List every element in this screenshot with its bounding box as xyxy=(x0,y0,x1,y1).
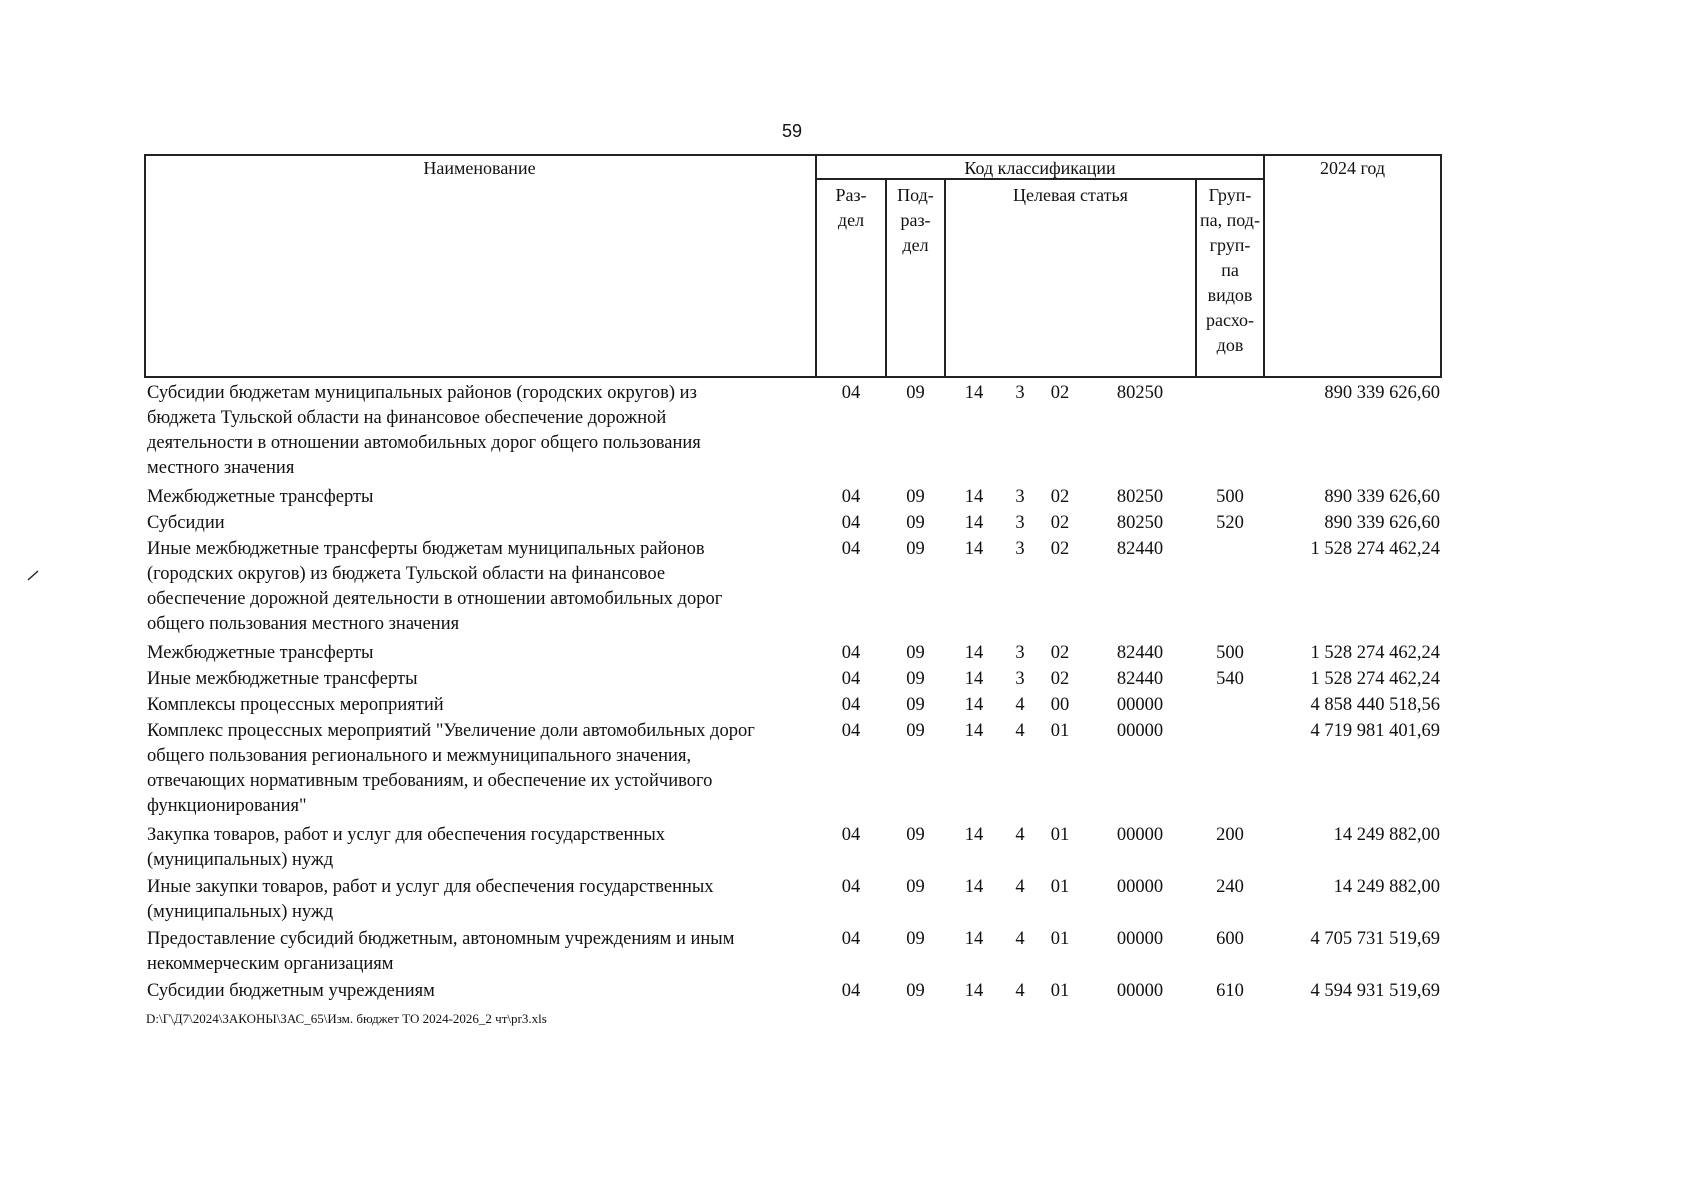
cell-target-direction: 00000 xyxy=(1116,981,1164,1001)
cell-target-program: 14 xyxy=(964,877,984,897)
cell-name-line: (муниципальных) нужд xyxy=(147,902,334,922)
cell-target-program: 14 xyxy=(964,643,984,663)
cell-target-direction: 82440 xyxy=(1116,643,1164,663)
cell-name xyxy=(144,381,811,481)
cell-name xyxy=(144,719,811,819)
cell-podrazdel: 09 xyxy=(906,383,925,403)
cell-amount: 1 528 274 462,24 xyxy=(1310,643,1440,663)
cell-target-type: 4 xyxy=(1015,695,1025,715)
cell-target-structure: 01 xyxy=(1050,825,1070,845)
cell-target-structure: 01 xyxy=(1050,721,1070,741)
cell-podrazdel: 09 xyxy=(906,643,925,663)
cell-razdel: 04 xyxy=(841,643,861,663)
cell-target-structure: 02 xyxy=(1050,383,1070,403)
cell-amount: 1 528 274 462,24 xyxy=(1310,539,1440,559)
cell-target-program: 14 xyxy=(964,513,984,533)
col-vid-header: Груп- па, под- груп- па видов расхо- дов xyxy=(1200,185,1260,355)
cell-target-structure: 02 xyxy=(1050,513,1070,533)
cell-name-line: обеспечение дорожной деятельности в отношении автомобильных дорог xyxy=(147,589,723,609)
cell-name-line: функционирования" xyxy=(147,796,307,816)
cell-vid: 500 xyxy=(1216,487,1244,507)
cell-vid: 610 xyxy=(1216,981,1244,1001)
cell-name-line: некоммерческим организациям xyxy=(147,954,394,974)
cell-name xyxy=(144,693,811,718)
code-group-header: Код классификации xyxy=(964,158,1116,178)
page-number: 59 xyxy=(782,121,803,141)
table-body xyxy=(144,381,1442,1006)
cell-target-direction: 00000 xyxy=(1116,695,1164,715)
cell-podrazdel: 09 xyxy=(906,877,925,897)
cell-target-structure: 02 xyxy=(1050,487,1070,507)
cell-podrazdel: 09 xyxy=(906,929,925,949)
cell-name-line: Предоставление субсидий бюджетным, автономным учреждениям и иным xyxy=(147,929,735,949)
cell-target-structure: 02 xyxy=(1050,539,1070,559)
cell-razdel: 04 xyxy=(841,695,861,715)
cell-razdel: 04 xyxy=(841,929,861,949)
cell-amount: 4 858 440 518,56 xyxy=(1310,695,1440,715)
table-row xyxy=(144,875,1442,925)
cell-podrazdel: 09 xyxy=(906,981,925,1001)
cell-target-program: 14 xyxy=(964,487,984,507)
cell-razdel: 04 xyxy=(841,825,861,845)
table-row xyxy=(144,667,1442,692)
cell-razdel: 04 xyxy=(841,669,861,689)
cell-vid: 520 xyxy=(1216,513,1244,533)
cell-podrazdel: 09 xyxy=(906,513,925,533)
cell-razdel: 04 xyxy=(841,721,861,741)
cell-name xyxy=(144,667,811,692)
cell-podrazdel: 09 xyxy=(906,669,925,689)
cell-name xyxy=(144,823,811,873)
cell-name xyxy=(144,537,811,637)
table-row xyxy=(144,537,1442,637)
cell-name-line: (муниципальных) нужд xyxy=(147,850,334,870)
cell-name-line: Иные межбюджетные трансферты бюджетам муниципальных районов xyxy=(147,539,705,559)
cell-target-program: 14 xyxy=(964,669,984,689)
cell-name-line: бюджета Тульской области на финансовое обеспечение дорожной xyxy=(147,408,667,428)
cell-target-program: 14 xyxy=(964,721,984,741)
cell-amount: 890 339 626,60 xyxy=(1324,487,1440,507)
cell-name-line: (городских округов) из бюджета Тульской области на финансовое xyxy=(147,564,666,584)
cell-vid: 500 xyxy=(1216,643,1244,663)
cell-amount: 4 705 731 519,69 xyxy=(1310,929,1440,949)
cell-target-direction: 00000 xyxy=(1116,721,1164,741)
table-row xyxy=(144,693,1442,718)
cell-razdel: 04 xyxy=(841,981,861,1001)
cell-target-direction: 00000 xyxy=(1116,929,1164,949)
col-year-header: 2024 год xyxy=(1319,158,1386,178)
table-row xyxy=(144,823,1442,873)
cell-name-line: деятельности в отношении автомобильных дорог общего пользования xyxy=(147,433,701,453)
cell-amount: 1 528 274 462,24 xyxy=(1310,669,1440,689)
col-target-header: Целевая статья xyxy=(1013,185,1128,205)
cell-name-line: Закупка товаров, работ и услуг для обеспечения государственных xyxy=(147,825,666,845)
cell-podrazdel: 09 xyxy=(906,825,925,845)
cell-vid: 540 xyxy=(1216,669,1244,689)
cell-name-line: Субсидии бюджетам муниципальных районов (городских округов) из xyxy=(147,383,697,403)
cell-name-line: общего пользования местного значения xyxy=(147,614,460,634)
cell-name-line: Иные закупки товаров, работ и услуг для обеспечения государственных xyxy=(147,877,714,897)
cell-podrazdel: 09 xyxy=(906,487,925,507)
cell-podrazdel: 09 xyxy=(906,721,925,741)
cell-amount: 4 719 981 401,69 xyxy=(1310,721,1440,741)
cell-target-type: 4 xyxy=(1015,981,1025,1001)
cell-name xyxy=(144,979,811,1004)
cell-target-structure: 00 xyxy=(1050,695,1070,715)
cell-target-type: 3 xyxy=(1015,643,1025,663)
cell-target-structure: 01 xyxy=(1050,929,1070,949)
cell-target-type: 4 xyxy=(1015,721,1025,741)
cell-amount: 4 594 931 519,69 xyxy=(1310,981,1440,1001)
cell-target-program: 14 xyxy=(964,929,984,949)
table-row xyxy=(144,381,1442,481)
cell-target-structure: 02 xyxy=(1050,643,1070,663)
cell-target-type: 4 xyxy=(1015,929,1025,949)
cell-name-line: Комплексы процессных мероприятий xyxy=(147,695,444,715)
cell-name-line: Межбюджетные трансферты xyxy=(147,643,374,663)
cell-target-direction: 00000 xyxy=(1116,877,1164,897)
cell-vid: 240 xyxy=(1216,877,1244,897)
cell-target-direction: 80250 xyxy=(1116,513,1164,533)
header-divider xyxy=(944,178,946,378)
cell-target-direction: 82440 xyxy=(1116,539,1164,559)
cell-target-type: 3 xyxy=(1015,487,1025,507)
table-row xyxy=(144,511,1442,536)
table-row xyxy=(144,927,1442,977)
cell-name xyxy=(144,927,811,977)
cell-target-structure: 01 xyxy=(1050,981,1070,1001)
cell-name xyxy=(144,511,811,536)
cell-name-line: Комплекс процессных мероприятий "Увеличение доли автомобильных дорог xyxy=(147,721,755,741)
cell-name-line: местного значения xyxy=(147,458,295,478)
file-path-footer: D:\Г\Д7\2024\ЗАКОНЫ\ЗАС_65\Изм. бюджет ТО 2024-2026_2 чт\pr3.xls xyxy=(146,1011,547,1026)
cell-razdel: 04 xyxy=(841,539,861,559)
cell-podrazdel: 09 xyxy=(906,695,925,715)
cell-target-program: 14 xyxy=(964,825,984,845)
table-row xyxy=(144,641,1442,666)
col-podrazdel-header: Под- раз- дел xyxy=(897,185,934,255)
cell-target-structure: 02 xyxy=(1050,669,1070,689)
cell-vid: 200 xyxy=(1216,825,1244,845)
cell-target-direction: 82440 xyxy=(1116,669,1164,689)
cell-name-line: отвечающих нормативным требованиям, и обеспечение их устойчивого xyxy=(147,771,713,791)
cell-name xyxy=(144,641,811,666)
cell-name-line: Субсидии бюджетным учреждениям xyxy=(147,981,435,1001)
cell-name-line: Иные межбюджетные трансферты xyxy=(147,669,418,689)
cell-amount: 14 249 882,00 xyxy=(1333,825,1440,845)
table-row xyxy=(144,485,1442,510)
cell-amount: 890 339 626,60 xyxy=(1324,513,1440,533)
cell-name-line: общего пользования регионального и межмуниципального значения, xyxy=(147,746,692,766)
cell-razdel: 04 xyxy=(841,487,861,507)
cell-target-program: 14 xyxy=(964,695,984,715)
cell-target-type: 3 xyxy=(1015,513,1025,533)
cell-vid: 600 xyxy=(1216,929,1244,949)
col-razdel-header: Раз- дел xyxy=(835,185,867,230)
cell-razdel: 04 xyxy=(841,877,861,897)
cell-target-type: 3 xyxy=(1015,669,1025,689)
table-row xyxy=(144,979,1442,1004)
cell-target-direction: 80250 xyxy=(1116,487,1164,507)
pen-mark xyxy=(26,568,40,582)
cell-podrazdel: 09 xyxy=(906,539,925,559)
cell-target-type: 3 xyxy=(1015,539,1025,559)
cell-razdel: 04 xyxy=(841,513,861,533)
cell-target-type: 3 xyxy=(1015,383,1025,403)
cell-target-direction: 80250 xyxy=(1116,383,1164,403)
table-header xyxy=(144,154,1442,378)
cell-razdel: 04 xyxy=(841,383,861,403)
cell-name-line: Субсидии xyxy=(147,513,225,533)
cell-name xyxy=(144,485,811,510)
cell-amount: 14 249 882,00 xyxy=(1333,877,1440,897)
cell-target-type: 4 xyxy=(1015,825,1025,845)
cell-name-line: Межбюджетные трансферты xyxy=(147,487,374,507)
cell-target-program: 14 xyxy=(964,981,984,1001)
cell-target-type: 4 xyxy=(1015,877,1025,897)
col-name-header: Наименование xyxy=(423,158,536,178)
cell-name xyxy=(144,875,811,925)
cell-target-program: 14 xyxy=(964,383,984,403)
cell-target-program: 14 xyxy=(964,539,984,559)
cell-amount: 890 339 626,60 xyxy=(1324,383,1440,403)
header-divider xyxy=(1263,154,1265,378)
cell-target-structure: 01 xyxy=(1050,877,1070,897)
cell-target-direction: 00000 xyxy=(1116,825,1164,845)
table-row xyxy=(144,719,1442,819)
